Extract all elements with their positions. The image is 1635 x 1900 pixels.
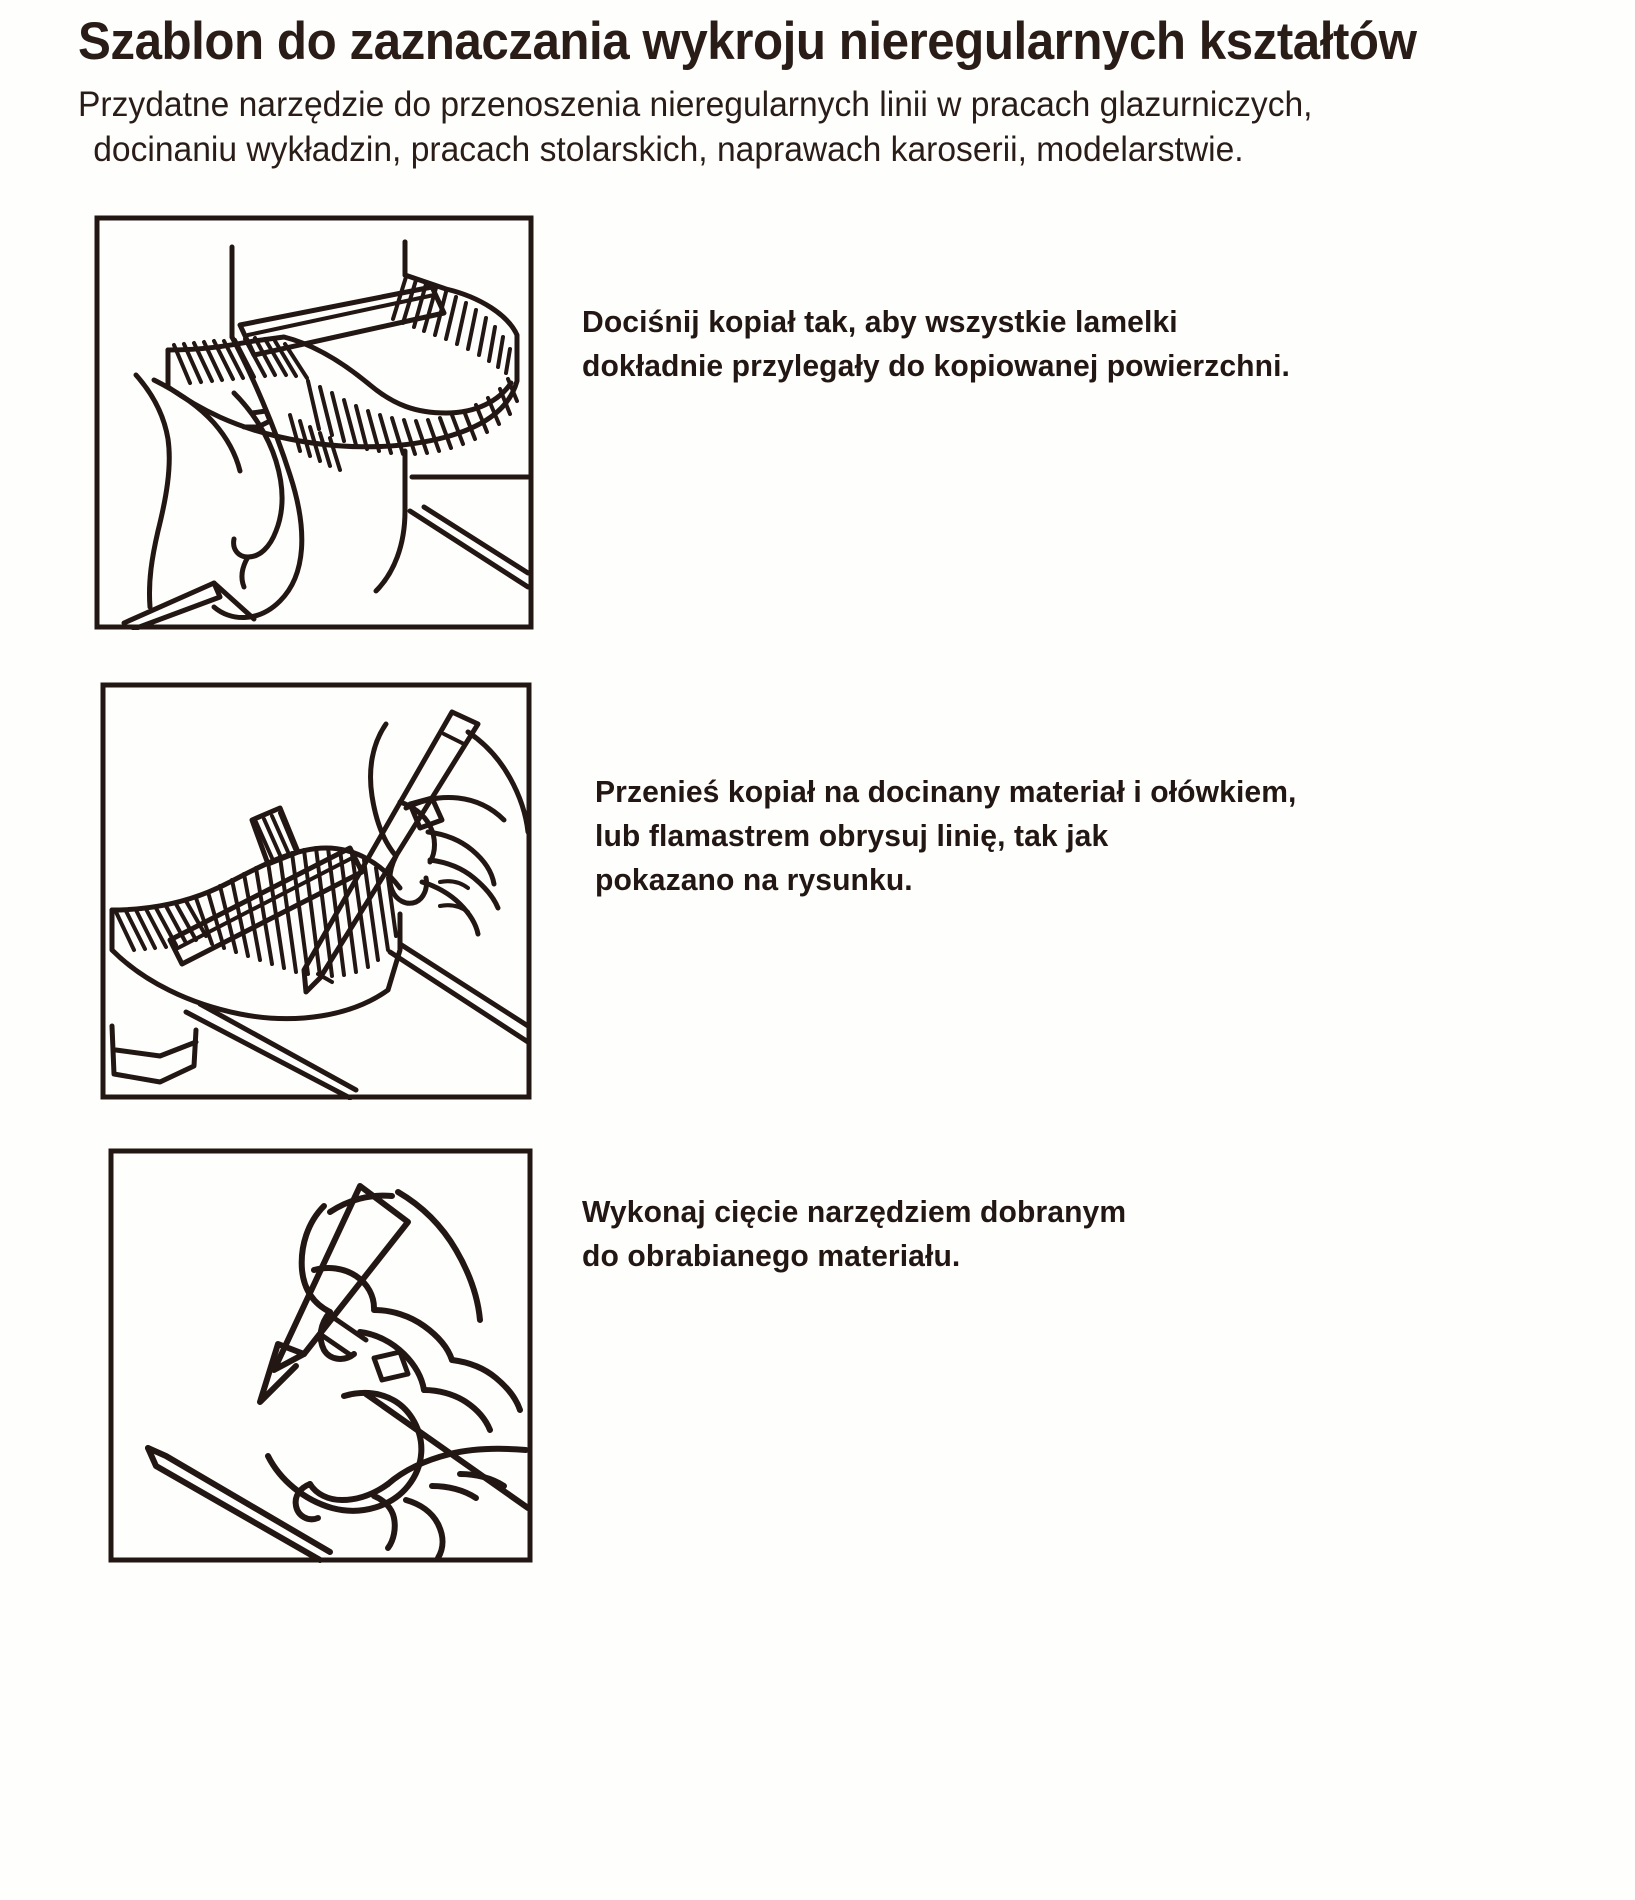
step-2-caption <box>595 770 1297 902</box>
step-2-caption-line-1: Przenieś kopiał na docinany materiał i ołówkiem, <box>595 774 1297 809</box>
subtitle-line-2: docinaniu wykładzin, pracach stolarskich, naprawach karoserii, modelarstwie. <box>93 130 1244 170</box>
step-3-illustration <box>108 1148 533 1563</box>
cutting-along-marked-line-icon <box>108 1148 533 1563</box>
header <box>78 12 1417 173</box>
subtitle-line-1: Przydatne narzędzie do przenoszenia nieregularnych linii w pracach glazurniczych, <box>78 84 1313 124</box>
step-2-illustration <box>100 682 532 1100</box>
step-3-caption-line-1: Wykonaj cięcie narzędziem dobranym <box>582 1194 1127 1229</box>
step-1-illustration <box>94 215 534 630</box>
page-subtitle <box>78 82 1313 173</box>
step-1-caption-line-1: Dociśnij kopiał tak, aby wszystkie lamelki <box>582 304 1178 339</box>
tracing-profile-with-pencil-icon <box>100 682 532 1100</box>
page-title: Szablon do zaznaczania wykroju nieregularnych kształtów <box>78 12 1417 71</box>
step-1-caption-line-2: dokładnie przylegały do kopiowanej powierzchni. <box>582 348 1290 384</box>
step-1-caption <box>582 300 1290 388</box>
step-3-caption <box>582 1190 1126 1278</box>
step-2-caption-line-3: pokazano na rysunku. <box>595 862 913 898</box>
step-3-caption-line-2: do obrabianego materiału. <box>582 1238 961 1274</box>
contour-gauge-pressed-against-pipe-icon <box>94 215 534 630</box>
step-2-caption-line-2: lub flamastrem obrysuj linię, tak jak <box>595 818 1109 854</box>
